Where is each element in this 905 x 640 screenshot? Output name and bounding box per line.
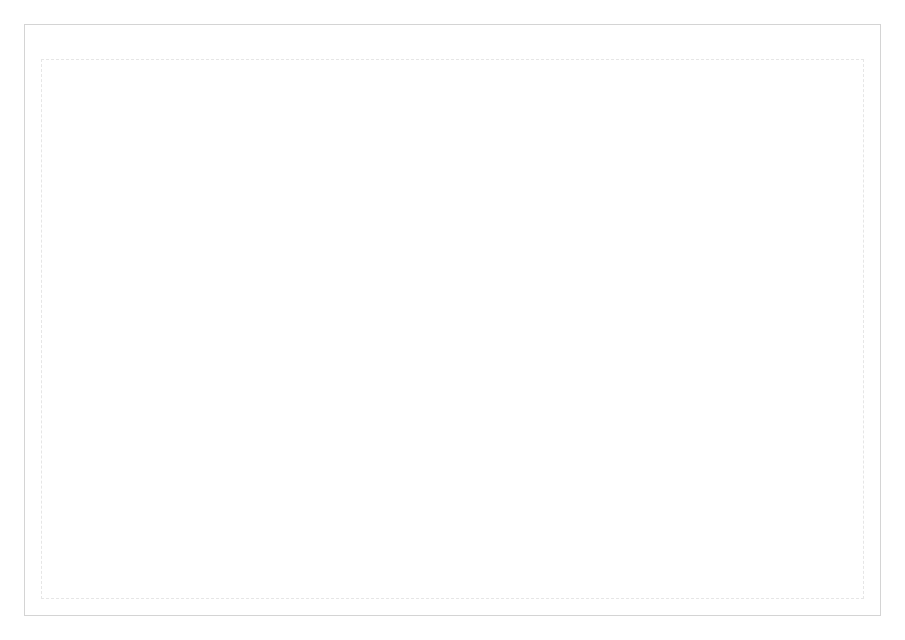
document-frame (24, 24, 881, 616)
content-placeholder (41, 59, 864, 599)
document-content (41, 59, 864, 599)
